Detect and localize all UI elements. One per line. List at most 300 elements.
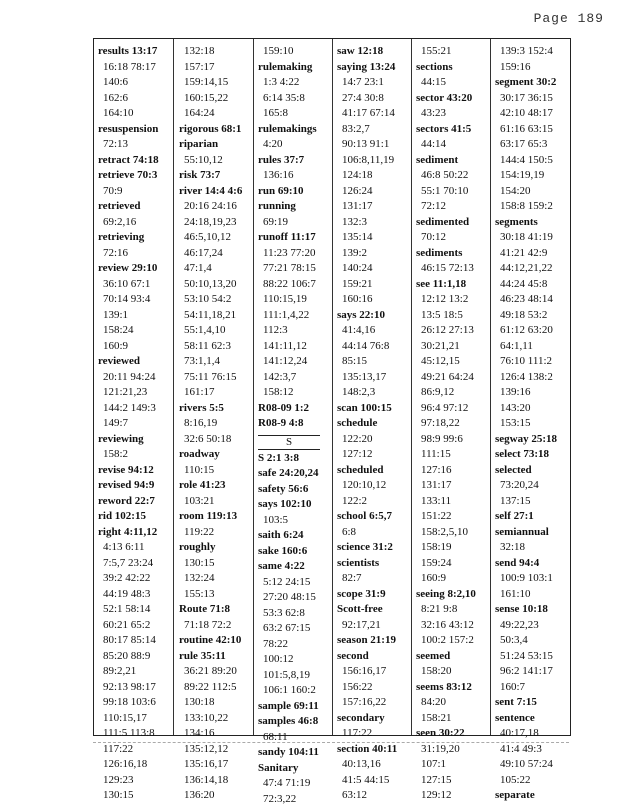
index-term: schedule — [337, 416, 409, 432]
index-term: says 102:10 — [258, 497, 330, 513]
index-page-refs: 53:3 62:8 — [258, 606, 330, 622]
index-page-refs: 148:2,3 — [337, 385, 409, 401]
index-page-refs: 126:16,18 — [98, 757, 172, 773]
index-page-refs: 101:5,8,19 — [258, 668, 330, 684]
index-page-refs: 16:18 78:17 — [98, 60, 172, 76]
index-term: send 94:4 — [495, 556, 567, 572]
index-page-refs: 49:10 57:24 — [495, 757, 567, 773]
index-page-refs: 41:21 42:9 — [495, 246, 567, 262]
index-page-refs: 159:21 — [337, 277, 409, 293]
index-page-refs: 136:20 — [179, 788, 251, 804]
index-page-refs: 40:17,18 — [495, 726, 567, 742]
index-term: scientists — [337, 556, 409, 572]
index-column-3 — [258, 44, 330, 735]
index-page-refs: 92:17,21 — [337, 618, 409, 634]
index-page-refs: 54:11,18,21 — [179, 308, 251, 324]
column-divider — [490, 39, 491, 735]
index-page-refs: 157:16,22 — [337, 695, 409, 711]
index-page-refs: 158:8 159:2 — [495, 199, 567, 215]
index-page-refs: 20:11 94:24 — [98, 370, 172, 386]
index-page-refs: 44:14 76:8 — [337, 339, 409, 355]
index-page-refs: 73:1,1,4 — [179, 354, 251, 370]
index-page-refs: 89:22 112:5 — [179, 680, 251, 696]
index-page-refs: 4:13 6:11 — [98, 540, 172, 556]
index-term: sediment — [416, 153, 488, 169]
index-page-refs: 126:4 138:2 — [495, 370, 567, 386]
index-page-refs: 6:8 — [337, 525, 409, 541]
index-page-refs: 151:22 — [416, 509, 488, 525]
index-term: river 14:4 4:6 — [179, 184, 251, 200]
index-page-refs: 20:16 24:16 — [179, 199, 251, 215]
index-term: R08-09 1:2 — [258, 401, 330, 417]
index-term: same 4:22 — [258, 559, 330, 575]
index-page-refs: 134:16 — [179, 726, 251, 742]
column-divider — [253, 39, 254, 735]
index-page-refs: 141:12,24 — [258, 354, 330, 370]
index-page-refs: 155:21 — [416, 44, 488, 60]
index-page-refs: 41:5 44:15 — [337, 773, 409, 789]
index-page-refs: 156:22 — [337, 680, 409, 696]
index-page-refs: 5:12 24:15 — [258, 575, 330, 591]
index-page-refs: 158:19 — [416, 540, 488, 556]
index-term: retrieving — [98, 230, 172, 246]
index-page-refs: 119:22 — [179, 525, 251, 541]
index-term: Route 71:8 — [179, 602, 251, 618]
index-term: sectors 41:5 — [416, 122, 488, 138]
column-divider — [173, 39, 174, 735]
index-term: review 29:10 — [98, 261, 172, 277]
index-page-refs: 137:15 — [495, 494, 567, 510]
index-term: retrieve 70:3 — [98, 168, 172, 184]
index-page-refs: 12:12 13:2 — [416, 292, 488, 308]
index-term: sample 69:11 — [258, 699, 330, 715]
column-divider — [332, 39, 333, 735]
index-page-refs: 131:17 — [416, 478, 488, 494]
index-page-refs: 27:4 30:8 — [337, 91, 409, 107]
index-page-refs: 92:13 98:17 — [98, 680, 172, 696]
index-page-refs: 58:11 62:3 — [179, 339, 251, 355]
index-page-refs: 8:16,19 — [179, 416, 251, 432]
index-page-refs: 53:10 54:2 — [179, 292, 251, 308]
index-page-refs: 85:15 — [337, 354, 409, 370]
index-page-refs: 30:17 36:15 — [495, 91, 567, 107]
index-page-refs: 165:8 — [258, 106, 330, 122]
index-page-refs: 88:22 106:7 — [258, 277, 330, 293]
index-page-refs: 111:15 — [416, 447, 488, 463]
index-term: scope 31:9 — [337, 587, 409, 603]
index-page-refs: 7:5,7 23:24 — [98, 556, 172, 572]
index-page-refs: 154:19,19 — [495, 168, 567, 184]
index-column-4 — [337, 44, 409, 735]
index-page-refs: 132:3 — [337, 215, 409, 231]
index-term: rulemakings — [258, 122, 330, 138]
index-page-refs: 70:9 — [98, 184, 172, 200]
index-page-refs: 139:16 — [495, 385, 567, 401]
index-page-refs: 110:15 — [179, 463, 251, 479]
index-page-refs: 50:10,13,20 — [179, 277, 251, 293]
index-page-refs: 40:13,16 — [337, 757, 409, 773]
index-term: resuspension — [98, 122, 172, 138]
index-term: seeing 8:2,10 — [416, 587, 488, 603]
index-page-refs: 89:2,21 — [98, 664, 172, 680]
index-page-refs: 107:1 — [416, 757, 488, 773]
index-page-refs: 143:20 — [495, 401, 567, 417]
index-page-refs: 164:10 — [98, 106, 172, 122]
index-term: sent 7:15 — [495, 695, 567, 711]
index-term: school 6:5,7 — [337, 509, 409, 525]
index-term: sense 10:18 — [495, 602, 567, 618]
index-page-refs: 160:7 — [495, 680, 567, 696]
index-page-refs: 164:24 — [179, 106, 251, 122]
index-page-refs: 155:13 — [179, 587, 251, 603]
index-page-refs: 100:2 157:2 — [416, 633, 488, 649]
index-page-refs: 90:13 91:1 — [337, 137, 409, 153]
index-term: seen 30:22 — [416, 726, 488, 742]
index-page-refs: 121:21,23 — [98, 385, 172, 401]
index-term: samples 46:8 — [258, 714, 330, 730]
index-term: reviewed — [98, 354, 172, 370]
index-term: sector 43:20 — [416, 91, 488, 107]
index-page-refs: 106:8,11,19 — [337, 153, 409, 169]
index-page-refs: 45:12,15 — [416, 354, 488, 370]
index-page-refs: 122:2 — [337, 494, 409, 510]
index-page-refs: 26:12 27:13 — [416, 323, 488, 339]
index-page-refs: 136:14,18 — [179, 773, 251, 789]
index-term: retract 74:18 — [98, 153, 172, 169]
index-term: seemed — [416, 649, 488, 665]
index-term: roadway — [179, 447, 251, 463]
index-page-refs: 46:5,10,12 — [179, 230, 251, 246]
index-page-refs: 69:19 — [258, 215, 330, 231]
index-term: see 11:1,18 — [416, 277, 488, 293]
index-term: rigorous 68:1 — [179, 122, 251, 138]
index-page-refs: 55:1 70:10 — [416, 184, 488, 200]
index-page-refs: 75:11 76:15 — [179, 370, 251, 386]
index-term: select 73:18 — [495, 447, 567, 463]
page-number: Page 189 — [534, 11, 604, 26]
index-term: rule 35:11 — [179, 649, 251, 665]
index-page-refs: 117:22 — [98, 742, 172, 758]
index-page-refs: 126:24 — [337, 184, 409, 200]
index-page-refs: 14:7 23:1 — [337, 75, 409, 91]
index-page-refs: 153:15 — [495, 416, 567, 432]
index-term: sake 160:6 — [258, 544, 330, 560]
index-page-refs: 30:18 41:19 — [495, 230, 567, 246]
index-page-refs: 124:18 — [337, 168, 409, 184]
index-page-refs: 78:22 — [258, 637, 330, 653]
index-page-refs: 103:5 — [258, 513, 330, 529]
index-page-refs: 97:18,22 — [416, 416, 488, 432]
index-page-refs: 80:17 85:14 — [98, 633, 172, 649]
index-page-refs: 72:3,22 — [258, 792, 330, 807]
index-page-refs: 144:2 149:3 — [98, 401, 172, 417]
index-term: saw 12:18 — [337, 44, 409, 60]
index-term: says 22:10 — [337, 308, 409, 324]
index-page-refs: 161:10 — [495, 587, 567, 603]
index-page-refs: 44:24 45:8 — [495, 277, 567, 293]
index-term: safety 56:6 — [258, 482, 330, 498]
index-page-refs: 132:24 — [179, 571, 251, 587]
index-page-refs: 158:2,5,10 — [416, 525, 488, 541]
index-page-refs: 27:20 48:15 — [258, 590, 330, 606]
index-page-refs: 52:1 58:14 — [98, 602, 172, 618]
index-page-refs: 141:11,12 — [258, 339, 330, 355]
index-page-refs: 82:7 — [337, 571, 409, 587]
index-page-refs: 135:13,17 — [337, 370, 409, 386]
index-term: rid 102:15 — [98, 509, 172, 525]
index-page-refs: 13:5 18:5 — [416, 308, 488, 324]
index-term: scheduled — [337, 463, 409, 479]
index-page-refs: 32:6 50:18 — [179, 432, 251, 448]
index-page-refs: 111:5 113:8 — [98, 726, 172, 742]
index-term: role 41:23 — [179, 478, 251, 494]
index-page-refs: 139:2 — [337, 246, 409, 262]
index-page-refs: 72:13 — [98, 137, 172, 153]
index-page-refs: 24:18,19,23 — [179, 215, 251, 231]
index-page-refs: 55:10,12 — [179, 153, 251, 169]
index-term: secondary — [337, 711, 409, 727]
index-page-refs: 46:17,24 — [179, 246, 251, 262]
index-page-refs: 135:14 — [337, 230, 409, 246]
index-page-refs: 41:17 67:14 — [337, 106, 409, 122]
index-page-refs: 160:16 — [337, 292, 409, 308]
index-term: run 69:10 — [258, 184, 330, 200]
index-page-refs: 8:21 9:8 — [416, 602, 488, 618]
index-term: roughly — [179, 540, 251, 556]
index-term: revised 94:9 — [98, 478, 172, 494]
index-term: risk 73:7 — [179, 168, 251, 184]
index-page-refs: 96:4 97:12 — [416, 401, 488, 417]
index-page-refs: 68:11 — [258, 730, 330, 746]
index-term: safe 24:20,24 — [258, 466, 330, 482]
index-column-5 — [416, 44, 488, 735]
index-page-refs: 41:4 49:3 — [495, 742, 567, 758]
index-page-refs: 46:23 48:14 — [495, 292, 567, 308]
index-page-refs: 110:15,19 — [258, 292, 330, 308]
index-term: routine 42:10 — [179, 633, 251, 649]
index-term: rules 37:7 — [258, 153, 330, 169]
index-term: scan 100:15 — [337, 401, 409, 417]
index-term: sediments — [416, 246, 488, 262]
index-page-refs: 127:12 — [337, 447, 409, 463]
index-page-refs: 83:2,7 — [337, 122, 409, 138]
index-term: retrieved — [98, 199, 172, 215]
index-page-refs: 71:18 72:2 — [179, 618, 251, 634]
index-page-refs: 76:10 111:2 — [495, 354, 567, 370]
index-page-refs: 149:7 — [98, 416, 172, 432]
index-term: segway 25:18 — [495, 432, 567, 448]
index-term: rivers 5:5 — [179, 401, 251, 417]
index-page-refs: 47:4 71:19 — [258, 776, 330, 792]
index-page-refs: 159:24 — [416, 556, 488, 572]
index-page-refs: 132:18 — [179, 44, 251, 60]
index-page-refs: 60:21 65:2 — [98, 618, 172, 634]
index-page-refs: 105:22 — [495, 773, 567, 789]
index-page-refs: 133:11 — [416, 494, 488, 510]
index-page-refs: 158:20 — [416, 664, 488, 680]
index-page-refs: 63:12 — [337, 788, 409, 804]
index-page-refs: 156:16,17 — [337, 664, 409, 680]
index-term: reviewing — [98, 432, 172, 448]
index-page-refs: 135:16,17 — [179, 757, 251, 773]
index-term: self 27:1 — [495, 509, 567, 525]
index-page-refs: 140:24 — [337, 261, 409, 277]
index-page-refs: 120:10,12 — [337, 478, 409, 494]
index-page-refs: 51:24 53:15 — [495, 649, 567, 665]
index-term: room 119:13 — [179, 509, 251, 525]
index-page-refs: 61:12 63:20 — [495, 323, 567, 339]
index-page-refs: 127:16 — [416, 463, 488, 479]
index-page-refs: 61:16 63:15 — [495, 122, 567, 138]
index-page-refs: 36:21 89:20 — [179, 664, 251, 680]
index-page-refs: 133:10,22 — [179, 711, 251, 727]
index-page-refs: 72:12 — [416, 199, 488, 215]
index-page-refs: 96:2 141:17 — [495, 664, 567, 680]
index-page-refs: 110:15,17 — [98, 711, 172, 727]
index-term: sections — [416, 60, 488, 76]
index-page-refs: 55:1,4,10 — [179, 323, 251, 339]
index-page-refs: 117:22 — [337, 726, 409, 742]
index-page-refs: 154:20 — [495, 184, 567, 200]
index-page-refs: 46:8 50:22 — [416, 168, 488, 184]
index-term: revise 94:12 — [98, 463, 172, 479]
index-page-refs: 162:6 — [98, 91, 172, 107]
index-page-refs: 85:20 88:9 — [98, 649, 172, 665]
index-page-refs: 157:17 — [179, 60, 251, 76]
index-term: selected — [495, 463, 567, 479]
index-term: sentence — [495, 711, 567, 727]
index-page-refs: 84:20 — [416, 695, 488, 711]
index-page-refs: 99:18 103:6 — [98, 695, 172, 711]
index-term: Sanitary — [258, 761, 330, 777]
index-page-refs: 11:23 77:20 — [258, 246, 330, 262]
index-page-refs: 64:1,11 — [495, 339, 567, 355]
index-page-refs: 43:23 — [416, 106, 488, 122]
index-page-refs: 44:12,21,22 — [495, 261, 567, 277]
index-term: S 2:1 3:8 — [258, 451, 330, 467]
index-page-refs: 70:12 — [416, 230, 488, 246]
index-page-refs: 1:3 4:22 — [258, 75, 330, 91]
index-term: semiannual — [495, 525, 567, 541]
index-page-refs: 49:22,23 — [495, 618, 567, 634]
index-term: science 31:2 — [337, 540, 409, 556]
index-term: second — [337, 649, 409, 665]
index-column-6 — [495, 44, 567, 735]
index-page-refs: 160:15,22 — [179, 91, 251, 107]
index-term: Scott-free — [337, 602, 409, 618]
index-page-refs: 47:1,4 — [179, 261, 251, 277]
index-page-refs: 49:21 64:24 — [416, 370, 488, 386]
index-page-refs: 142:3,7 — [258, 370, 330, 386]
index-page-refs: 44:15 — [416, 75, 488, 91]
index-page-refs: 73:20,24 — [495, 478, 567, 494]
index-term: reword 22:7 — [98, 494, 172, 510]
index-page-refs: 112:3 — [258, 323, 330, 339]
index-page-refs: 70:14 93:4 — [98, 292, 172, 308]
index-page-refs: 44:14 — [416, 137, 488, 153]
index-page-refs: 100:9 103:1 — [495, 571, 567, 587]
index-page-refs: 98:9 99:6 — [416, 432, 488, 448]
index-term: sandy 104:11 — [258, 745, 330, 761]
index-term: results 13:17 — [98, 44, 172, 60]
index-page-refs: 160:9 — [98, 339, 172, 355]
index-term: saith 6:24 — [258, 528, 330, 544]
index-page-refs: 46:15 72:13 — [416, 261, 488, 277]
index-page-refs: 139:3 152:4 — [495, 44, 567, 60]
index-page-refs: 144:4 150:5 — [495, 153, 567, 169]
index-page-refs: 158:2 — [98, 447, 172, 463]
index-page-refs: 32:16 43:12 — [416, 618, 488, 634]
index-page-refs: 50:3,4 — [495, 633, 567, 649]
section-letter-heading: S — [258, 435, 320, 450]
index-page-refs: 86:9,12 — [416, 385, 488, 401]
index-page-refs: 130:15 — [179, 556, 251, 572]
index-page-refs: 160:9 — [416, 571, 488, 587]
index-page-refs: 129:23 — [98, 773, 172, 789]
index-page-refs: 159:14,15 — [179, 75, 251, 91]
index-page-refs: 106:1 160:2 — [258, 683, 330, 699]
index-page-refs: 49:18 53:2 — [495, 308, 567, 324]
index-page-refs: 158:21 — [416, 711, 488, 727]
index-term: rulemaking — [258, 60, 330, 76]
column-divider — [411, 39, 412, 735]
index-page-refs: 130:15 — [98, 788, 172, 804]
index-term: seems 83:12 — [416, 680, 488, 696]
index-page-refs: 41:4,16 — [337, 323, 409, 339]
index-page-refs: 63:17 65:3 — [495, 137, 567, 153]
index-page-refs: 32:18 — [495, 540, 567, 556]
index-page-refs: 139:1 — [98, 308, 172, 324]
index-term: segments — [495, 215, 567, 231]
index-page-refs: 129:12 — [416, 788, 488, 804]
index-page-refs: 111:1,4,22 — [258, 308, 330, 324]
index-page-refs: 6:14 35:8 — [258, 91, 330, 107]
index-page-refs: 140:6 — [98, 75, 172, 91]
index-page-refs: 159:10 — [258, 44, 330, 60]
index-page-refs: 69:2,16 — [98, 215, 172, 231]
index-term: segment 30:2 — [495, 75, 567, 91]
index-page-refs: 44:19 48:3 — [98, 587, 172, 603]
index-term: runoff 11:17 — [258, 230, 330, 246]
index-grid — [93, 38, 571, 736]
index-term: right 4:11,12 — [98, 525, 172, 541]
index-column-1 — [98, 44, 172, 735]
footer-rule — [93, 742, 569, 743]
index-page-refs: 36:10 67:1 — [98, 277, 172, 293]
index-page-refs: 136:16 — [258, 168, 330, 184]
index-page-refs: 4:20 — [258, 137, 330, 153]
index-column-2 — [179, 44, 251, 735]
index-page-refs: 103:21 — [179, 494, 251, 510]
index-page-refs: 161:17 — [179, 385, 251, 401]
index-page-refs: 158:12 — [258, 385, 330, 401]
index-page-refs: 135:12,12 — [179, 742, 251, 758]
index-term: running — [258, 199, 330, 215]
index-term: sedimented — [416, 215, 488, 231]
index-term: riparian — [179, 137, 251, 153]
index-page-refs: 159:16 — [495, 60, 567, 76]
index-page-refs: 42:10 48:17 — [495, 106, 567, 122]
index-page-refs: 130:18 — [179, 695, 251, 711]
index-page-refs: 39:2 42:22 — [98, 571, 172, 587]
index-term: R08-9 4:8 — [258, 416, 330, 432]
index-page-refs: 63:2 67:15 — [258, 621, 330, 637]
index-page-refs: 72:16 — [98, 246, 172, 262]
index-page-refs: 158:24 — [98, 323, 172, 339]
index-page-refs: 100:12 — [258, 652, 330, 668]
index-page-refs: 31:19,20 — [416, 742, 488, 758]
index-page-refs: 122:20 — [337, 432, 409, 448]
